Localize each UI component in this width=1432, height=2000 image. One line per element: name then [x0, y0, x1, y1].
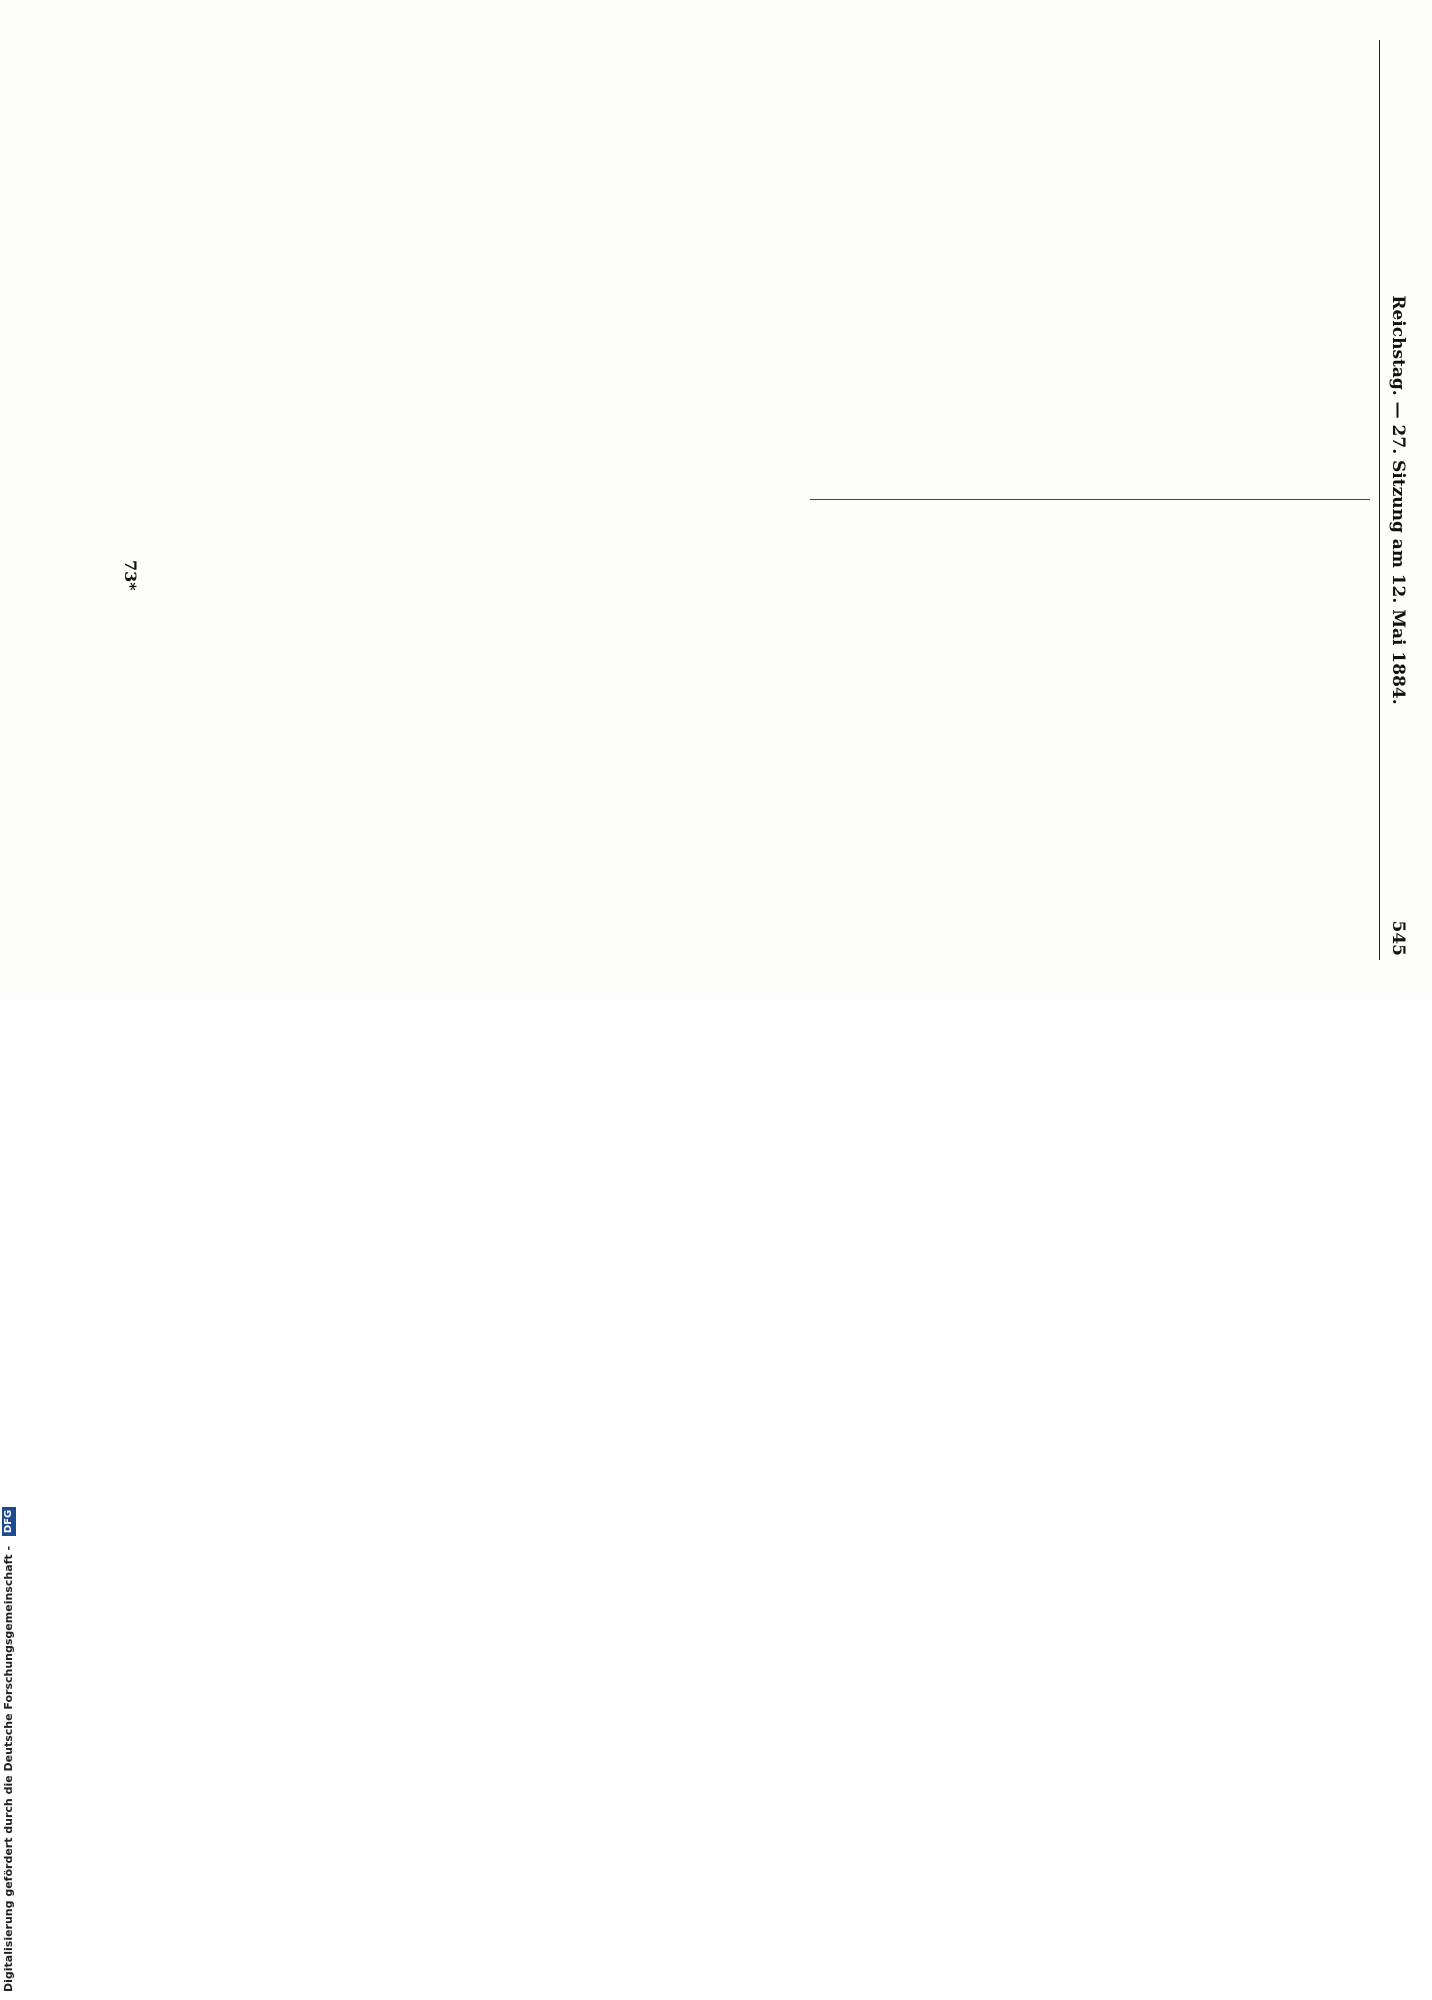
column-divider	[810, 499, 1370, 500]
right-column-text	[810, 520, 1370, 960]
signature-mark: 73*	[121, 560, 140, 591]
digitization-footer	[0, 1000, 18, 2000]
left-column-text	[810, 40, 1370, 480]
page-number: 545	[1388, 920, 1408, 956]
dfg-logo: DFG	[2, 1507, 16, 1536]
session-title: Reichstag. — 27. Sitzung am 12. Mai 1884.	[1388, 295, 1408, 705]
footer-credit: Digitalisierung gefördert durch die Deutsche Forschungsgemeinschaft -	[2, 1545, 15, 1992]
running-head	[1379, 40, 1414, 960]
